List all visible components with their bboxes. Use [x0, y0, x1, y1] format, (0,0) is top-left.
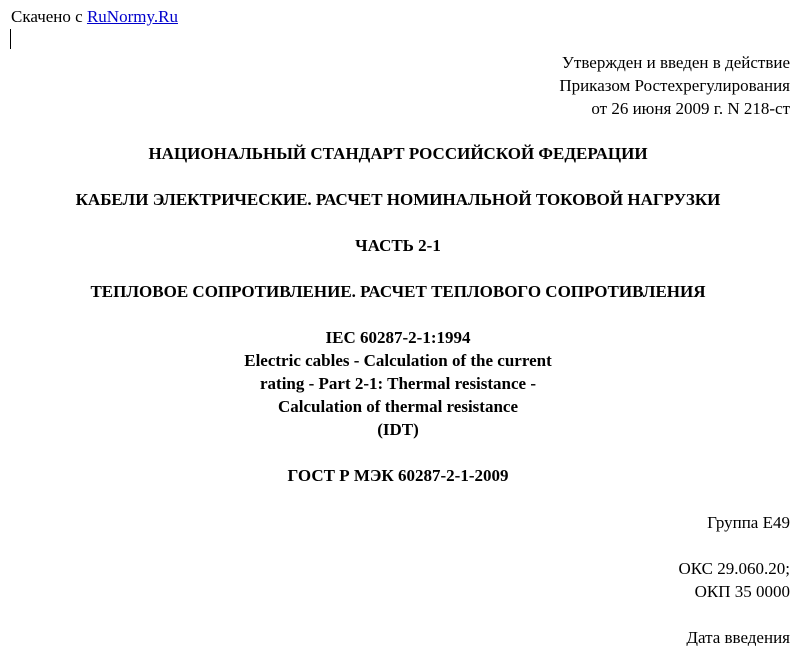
- standard-heading: НАЦИОНАЛЬНЫЙ СТАНДАРТ РОССИЙСКОЙ ФЕДЕРАЦИИ: [148, 144, 648, 163]
- document-subtitle: ТЕПЛОВОЕ СОПРОТИВЛЕНИЕ. РАСЧЕТ ТЕПЛОВОГО СОПРОТИВЛЕНИЯ: [90, 282, 706, 301]
- approval-line-2: Приказом Ростехрегулирования: [559, 76, 790, 95]
- iec-reference-block: [0, 326, 796, 441]
- text-cursor: [10, 29, 11, 49]
- runormy-link[interactable]: RuNormy.Ru: [86, 7, 178, 26]
- download-source: [11, 5, 178, 28]
- iec-line-1: IEC 60287-2-1:1994: [325, 328, 471, 347]
- approval-block: [559, 51, 790, 120]
- iec-line-4: Calculation of thermal resistance: [277, 397, 518, 416]
- oks-code: ОКС 29.060.20;: [678, 559, 790, 578]
- iec-line-3: rating - Part 2-1: Thermal resistance -: [259, 374, 537, 393]
- document-subject: КАБЕЛИ ЭЛЕКТРИЧЕСКИЕ. РАСЧЕТ НОМИНАЛЬНОЙ ТОКОВОЙ НАГРУЗКИ: [75, 190, 721, 209]
- gost-designation: ГОСТ Р МЭК 60287-2-1-2009: [287, 466, 509, 485]
- iec-line-2: Electric cables - Calculation of the current: [244, 351, 552, 370]
- classification-group: Группа Е49: [707, 513, 790, 532]
- part-number: ЧАСТЬ 2-1: [355, 236, 441, 255]
- intro-date-label: Дата введения: [686, 628, 790, 646]
- approval-line-3: от 26 июня 2009 г. N 218-ст: [591, 99, 790, 118]
- iec-line-5: (IDT): [377, 420, 419, 439]
- okp-code: ОКП 35 0000: [694, 582, 790, 601]
- download-prefix: Скачено с: [11, 7, 87, 26]
- classification-codes: [678, 557, 790, 603]
- approval-line-1: Утвержден и введен в действие: [561, 53, 790, 72]
